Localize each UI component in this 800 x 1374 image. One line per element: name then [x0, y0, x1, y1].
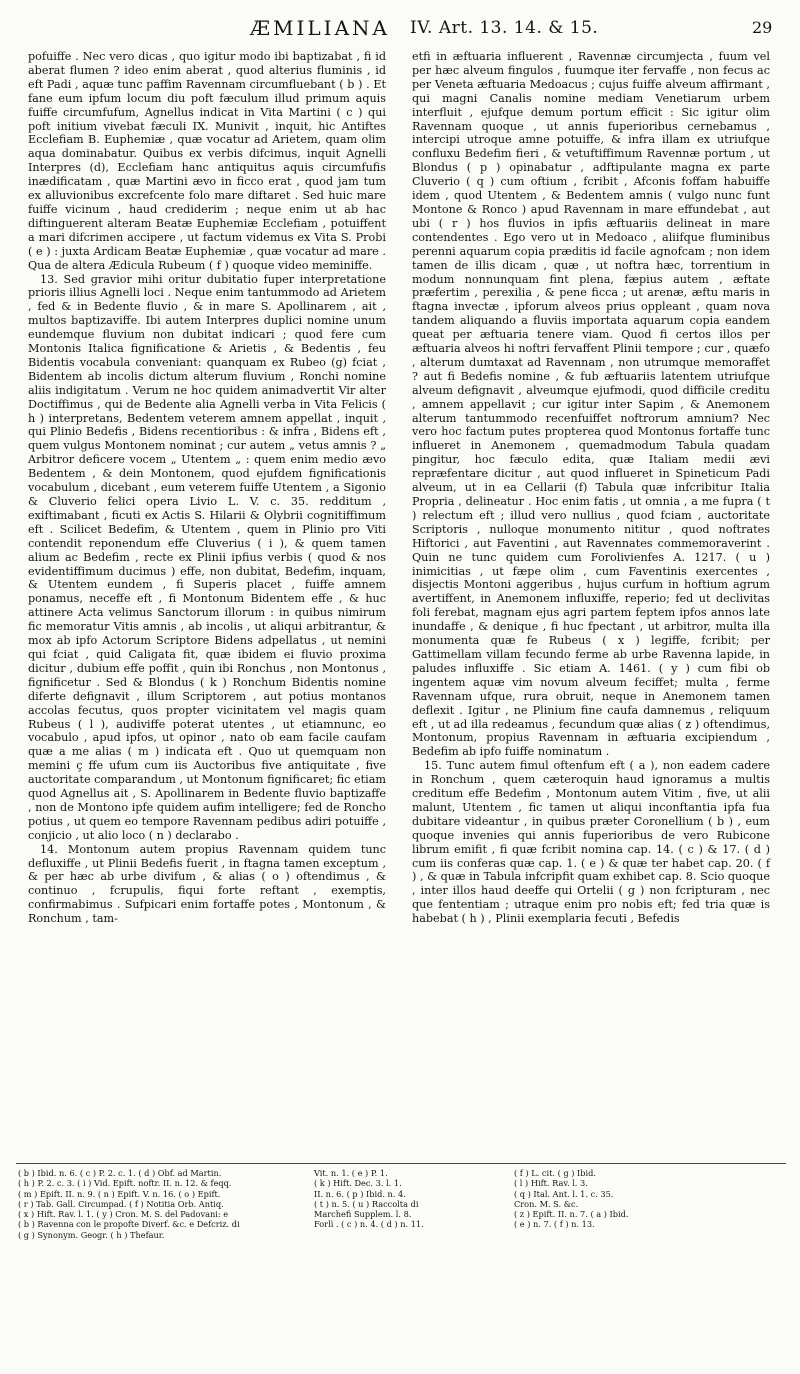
paragraph: pofuiffe . Nec vero dicas , quo igitur modo ibi baptizabat , fi id aberat flumen ? ideo enim aberat , quod alterius fluminis , id eft Padi , aquæ tunc paffim Ravennam circumfluebant ( b ) . Et fane eum ipfum locum diu poft fæculum illud primum aquis fuiffe circumfufum, Agnellus indicat in Vita Martini ( c ) qui poft initium vivebat fæculi IX. Munivit , inquit, hic Antiftes Ecclefiam B. Euphemiæ , quæ vocatur ad Arietem, quam olim aqua dominabatur. Quibus ex verbis difcimus, inquit Agnelli Interpres (d), Ecclefiam hanc antiquitus aquis circumfufis inædificatam , quæ Martini ævo in ficco erat , quod jam tum ex alluvionibus excrefcente folo mare diftaret . Sed huic mare fuiffe vicinum , haud crediderim ; neque enim ut ab hac diftinguerent alteram Beatæ Euphemiæ Ecclefiam , potuiffent a mari difcrimen accipere , ut factum videmus ex Vita S. Probi ( e ) : juxta Ardicam Beatæ Euphemiæ , quæ vocatur ad mare . Qua de altera Ædicula Rubeum ( f ) quoque video meminiffe.: [28, 50, 386, 272]
running-title-left: ÆMILIANA: [250, 16, 390, 40]
footnote-line: ( m ) Epift. II. n. 9. ( n ) Epift. V. n. 16. ( o ) Epift. II. n. 6. ( p ) Ibid. n. 4. ( q ) Ital. Ant. l. 1. c. 35.: [18, 1188, 614, 1199]
footnote-line: ( b ) Ibid. n. 6. ( c ) P. 2. c. 1. ( d ) Obf. ad Martin. Vit. n. 1. ( e ) P. 1. ( f ) L. cit. ( g ) Ibid.: [18, 1168, 596, 1178]
running-title-right: IV. Art. 13. 14. & 15.: [410, 18, 599, 38]
footnote-line: ( r ) Tab. Gall. Circumpad. ( f ) Notitia Orb. Antiq. ( t ) n. 5. ( u ) Raccolta di Cron. M. S. &c.: [18, 1198, 579, 1209]
paragraph-15: 15. Tunc autem fimul oftenfum eft ( a ), non eadem cadere in Ronchum , quem cæteroquin haud ignoramus a multis creditum effe Bedefim , Montonum autem Vitim , five, ut alii malunt, Utentem , fic tamen ut aliqui inconftantia ipfa fua dubitare videantur , in quibus præter Coronellium ( b ) , eum quoque invenies qui annis fuperioribus de vero Rubicone librum emifit , fi quæ fcribit nomina cap. 14. ( c ) & 17. ( d ) cum iis conferas quæ cap. 1. ( e ) & quæ ter habet cap. 20. ( f ) , & quæ in Tabula infcripfit quam exhibet cap. 8. Scio quoque , inter illos haud deeffe qui Ortelii ( g ) non fcripturam , nec que fententiam ; utraque enim pro nobis eft; fed tria quæ is habebat ( h ) , Plinii exemplaria fecuti , Befedis: [412, 759, 770, 926]
page-number: 29: [752, 18, 773, 37]
paragraph-14: 14. Montonum autem propius Ravennam quidem tunc defluxiffe , ut Plinii Bedefis fuerit , in ftagna tamen exceptum , & per hæc ab urbe divifum , & alias ( o ) oftendimus , & continuo , fcrupulis, fiqui forte reftant , exemptis, confirmabimus . Sufpicari enim fortaffe potes , Montonum , & Ronchum , tam-: [28, 842, 386, 926]
right-column: [412, 50, 770, 926]
footnote-line: ( x ) Hift. Rav. l. 1. ( y ) Cron. M. S. del Padovani: e Marchefi Supplem. l. 8. ( z ) Epift. II. n. 7. ( a ) Ibid.: [18, 1209, 629, 1220]
footnote-line: ( g ) Synonym. Geogr. ( h ) Thefaur.: [18, 1229, 165, 1240]
running-header: [0, 12, 800, 40]
footnotes: [18, 1168, 788, 1240]
paragraph: etfi in æftuaria influerent , Ravennæ circumjecta , fuum vel per hæc alveum fingulos , fuumque iter fervaffe , non fecus ac per Veneta æftuaria Medoacus ; cujus fuiffe alveum affirmant , qui magni Canalis nomine mediam Venetiarum urbem interfluit , ejufque demum portum efficit : Sic igitur olim Ravennam quoque , ut annis fuperioribus cernebamus , intercipi utroque amne potuiffe, & infra illam ex utriufque confluxu Bedefim fieri , & vetuftiffimum Ravennæ portum , ut Blondus ( p ) opinabatur , adftipulante magna ex parte Cluverio ( q ) cum oftium , fcribit , Afconis foffam habuiffe idem , quod Utentem , & Bedentem amnis ( vulgo nunc funt Montone & Ronco ) apud Ravennam in mare effundebat , aut ubi ( r ) hos fluvios in ipfis æftuariis delineat in mare contendentes . Ego vero ut in Medoaco , aliifque fluminibus perenni aquarum copia præditis id facile agnofcam ; non idem tamen de illis dicam , quæ , ut noftra hæc, torrentium in modum nonnunquam fint plena, fæpius autem , æftate præfertim , perexilia , & pene ficca ; ut arenæ, æftu maris in ftagna invectæ , ipforum alveos prius oppleant , quam nova tandem aliquando a fluviis importata aquarum copia eandem queat per æftuaria tenere viam. Quod fi certos illos per æftuaria alveos hi noftri fervaffent Plinii tempore ; cur , quæfo , alterum dumtaxat ad Ravennam , non utrumque memoraffet ? aut fi Bedefis nomine , & fub æftuariis latentem utriufque alveum defignavit , alveumque ejufmodi, quod difficile creditu , amnem appellavit ; cur igitur inter Sapim , & Anemonem alterum tantummodo recenfuiffet noftrorum amnium? Nec vero hoc factum putes propterea quod Montonus fortaffe tunc influeret in Anemonem , quemadmodum Tabula quadam pingitur, hoc fæculo edita, quæ Italiam medii ævi repræfentare dicitur , aut quod influeret in Spineticum Padi alveum, ut in ea Cellarii (f) Tabula quæ infcribitur Italia Propria , delineatur . Hoc enim fatis , ut omnia , a me fupra ( t ) relectum eft ; illud vero nullius , quod fciam , auctoritate Scriptoris , nulloque monumento nititur , quod noftrates Hiftorici , aut Faventini , aut Ravennates commemoraverint . Quin ne tunc quidem cum Forolivienfes A. 1217. ( u ) inimicitias , ut fæpe olim , cum Faventinis exercentes , disjectis Montoni aggeribus , hujus curfum in hoftium agrum avertiffent, in Anemonem influxiffe, reperio; fed ut declivitas foli ferebat, magnam ejus agri partem feptem ipfos annos late inundaffe , & denique , fi huc fpectant , ut arbitror, multa illa monumenta quæ fe Rubeus ( x ) legiffe, fcribit; per Gattimellam villam fecundo ferme ab urbe Ravenna lapide, in paludes influxiffe . Sic etiam A. 1461. ( y ) cum fibi ob ingentem aquæ vim novum alveum feciffet; multa , ferme Ravennam ufque, rura obruit, neque in Anemonem tamen deflexit . Igitur , ne Plinium fine caufa damnemus , reliquum eft , ut ad illa redeamus , fecundum quæ alias ( z ) oftendimus, Montonum, propius Ravennam in æftuaria excipiendum , Bedefim ab ipfo fuiffe nominatum .: [412, 50, 770, 759]
footnote-rule: [16, 1163, 786, 1164]
footnote-line: ( b ) Ravenna con le propofte Diverf. &c. e Defcriz. di Forlì . ( c ) n. 4. ( d ) n. 11. ( e ) n. 7. ( f ) n. 13.: [18, 1219, 595, 1230]
footnote-line: ( h ) P. 2. c. 3. ( i ) Vid. Epift. noftr. II. n. 12. & feqq. ( k ) Hift. Dec. 3. l. 1. ( l ) Hift. Rav. l. 3.: [18, 1178, 588, 1189]
left-column: [28, 50, 386, 926]
paragraph-13: 13. Sed gravior mihi oritur dubitatio fuper interpretatione prioris illius Agnelli loci . Neque enim tantummodo ad Arietem , fed & in Bedente fluvio , & in mare S. Apollinarem , ait , multos baptizaviffe. Ibi autem Interpres duplici nomine unum eundemque fluvium non dubitat indicari ; quod fere cum Montonis Italica fignificatione & Arietis , & Bedentis , feu Bidentis vocabula conveniant: quanquam ex Rubeo (g) fciat , Bidentem ab incolis dictum alterum fluvium , Ronchi nomine aliis indigitatum . Verum ne hoc quidem animadvertit Vir alter Doctiffimus , qui de Bedente alia Agnelli verba in Vita Felicis ( h ) interpretans, Bedentem veterem amnem appellat , inquit , qui Plinio Bedefis , Bidens recentioribus : & infra , Bidens eft , quem vulgus Montonem nominat ; cur autem „ vetus amnis ? „ Arbitror deficere vocem „ Utentem „ : quem enim medio ævo Bedentem , & dein Montonem, quod ejufdem fignificationis vocabulum , dicebant , eum veterem fuiffe Utentem , a Sigonio & Cluverio felici opera Livio L. V. c. 35. redditum , exiftimabant , ficuti ex Actis S. Hilarii & Olybrii cognitiffimum eft . Scilicet Bedefim, & Utentem , quem in Plinio pro Viti contendit reponendum effe Cluverius ( i ), & quem tamen alium ac Bedefim , recte ex Plinii ipfius verbis ( quod & nos evidentiffimum ducimus ) effe, non dubitat, Bedefim, inquam, & Utentem eundem , fi Superis placet , fuiffe amnem ponamus, neceffe eft , fi Montonum Bidentem effe , & huc attinere Acta velimus Sanctorum illorum : in quibus nimirum fic memoratur Vitis amnis , ab incolis , ut aliqui arbitrantur, & mox ab ipfo Actorum Scriptore Bidens adpellatus , ut nemini qui fciat , quid Caligata fit, quæ ibidem ei fluvio proxima dicitur , dubium effe poffit , quin ibi Ronchus , non Montonus , fignificetur . Sed & Blondus ( k ) Ronchum Bidentis nomine diferte defignavit , illum Scriptorem , aut potius montanos accolas fecutus, quos propter vicinitatem vel magis quam Rubeus ( l ), audiviffe poterat utentes , ut etiamnunc, eo vocabulo , apud ipfos, ut opinor , nato ob eam facile caufam quæ a me alias ( m ) indicata eft . Quo ut quemquam non memini ç ffe ufum cum iis Auctoribus five antiquitate , five auctoritate comparandum , ut Montonum fignificaret; fic etiam quod Agnellus ait , S. Apollinarem in Bedente fluvio baptizaffe , non de Montono ipfe quidem aufim intelligere; fed de Roncho potius , ut quem eo tempore Ravennam pedibus adiri potuiffe , conjicio , ut alio loco ( n ) declarabo .: [28, 272, 386, 842]
